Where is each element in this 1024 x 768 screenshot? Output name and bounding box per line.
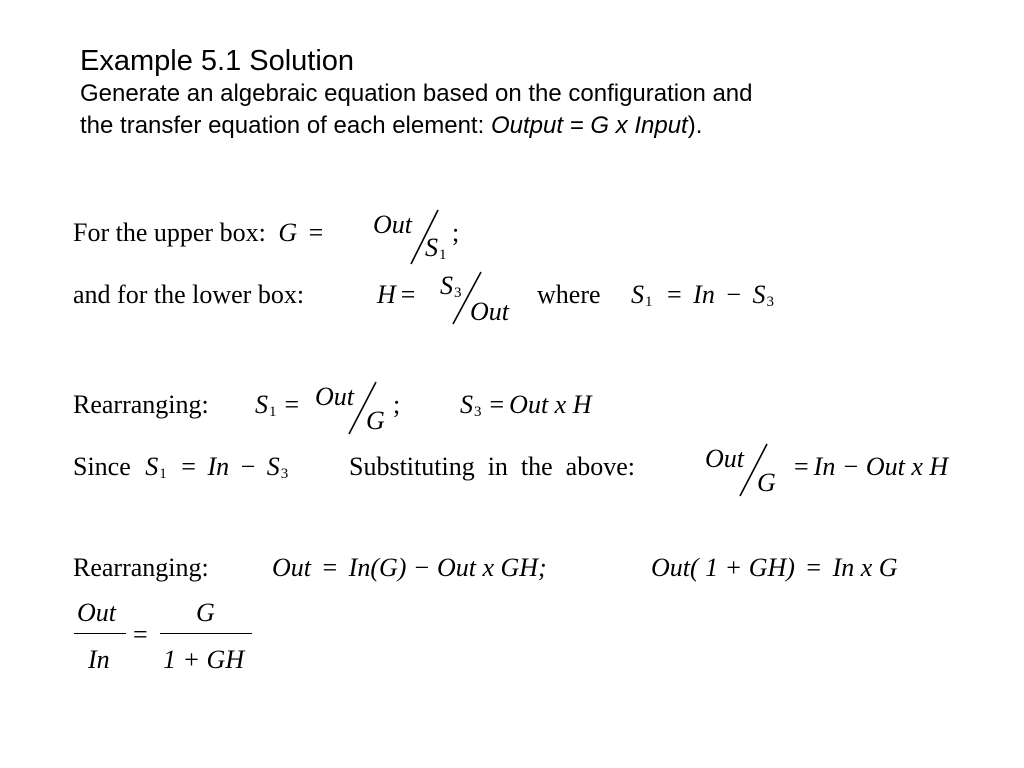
numerator-subscript: 3 [454, 285, 462, 301]
substituting-label: Substituting in the above: [349, 452, 635, 481]
final-numerator-left: Out [77, 598, 116, 627]
equals-sign: = [284, 390, 300, 419]
eq-upper-numerator: Out [373, 210, 412, 239]
eq-lower-where-expr: $S_1 = In - S_3$ [631, 280, 775, 310]
eq-subst-numerator: Out [705, 444, 744, 473]
final-equals: = [133, 620, 148, 649]
eq-s3-expression: $S_3$ = Out x H [460, 390, 592, 420]
s-symbol: S [752, 280, 766, 309]
eq-lower-label: and for the lower box: [73, 280, 305, 309]
expr2-rhs: In x G [832, 553, 898, 582]
minus-sign: − [240, 452, 256, 481]
expr1-rhs: In(G) − Out x GH; [348, 553, 547, 582]
eq-upper-box [73, 218, 328, 248]
s-symbol: S [631, 280, 644, 309]
s3-rhs: Out x H [509, 390, 592, 419]
fraction-bar-right [160, 633, 252, 634]
eq-lower-lhs: H [377, 280, 396, 309]
since-label: Since [73, 452, 131, 481]
eq-lower-denominator: Out [470, 297, 509, 326]
eq-subst-rhs: In − Out x H [813, 452, 949, 481]
description-line-2 [80, 110, 980, 142]
final-denominator-left: In [88, 645, 110, 674]
minus-sign: − [726, 280, 742, 309]
s-symbol: S [145, 452, 159, 481]
numerator-symbol: S [440, 271, 453, 300]
where-label: where [537, 280, 601, 309]
final-denominator-right: 1 + GH [163, 645, 245, 674]
eq-subst-denominator: G [757, 468, 776, 497]
s-subscript: 3 [474, 404, 482, 420]
equals-sign: = [308, 218, 324, 247]
description-tail: ). [687, 112, 703, 139]
description-text: the transfer equation of each element: [80, 112, 491, 139]
s-subscript: 1 [159, 466, 167, 482]
s-symbol: S [460, 390, 473, 419]
slide-title: Example 5.1 Solution [80, 45, 355, 77]
in-symbol: In [207, 452, 230, 481]
expr1-lhs: Out [272, 553, 311, 582]
eq-since: Since $S_1 = In - S_3$ [73, 452, 289, 482]
eq-rearranging-lhs [255, 390, 304, 427]
eq-subst-rhs-group: = In − Out x H [794, 452, 949, 481]
s-subscript: 3 [280, 466, 289, 482]
fraction-bar-left [74, 633, 126, 634]
eq-upper-semicolon: ; [452, 218, 460, 247]
description-line-1: Generate an algebraic equation based on the configuration and [80, 80, 753, 107]
s-symbol: S [266, 452, 280, 481]
eq-upper-denominator [425, 233, 447, 270]
eq-rearranging-label: Rearranging: [73, 390, 209, 419]
slide-header [80, 44, 980, 142]
final-numerator-right: G [196, 598, 215, 627]
s-subscript: 1 [269, 404, 277, 420]
eq-upper-label: For the upper box: [73, 218, 266, 247]
s-subscript: 1 [645, 294, 653, 310]
eq-upper-lhs: G [278, 218, 298, 247]
eq-rearranging2-label: Rearranging: [73, 553, 209, 582]
expr2-lhs: Out( 1 + GH) [651, 553, 795, 582]
eq-rearranging2-expr2: Out( 1 + GH) = In x G [651, 553, 898, 582]
eq-rearranging-numerator: Out [315, 382, 354, 411]
eq-rearranging-denominator: G [366, 406, 385, 435]
eq-rearranging2-expr1: Out = In(G) − Out x GH; [272, 553, 547, 582]
denominator-symbol: S [425, 233, 438, 262]
denominator-subscript: 1 [439, 247, 447, 263]
s-symbol: S [255, 390, 268, 419]
eq-rearranging-semicolon: ; [393, 390, 401, 419]
in-symbol: In [693, 280, 715, 309]
s-subscript: 3 [766, 294, 775, 310]
transfer-equation: Output = G x Input [490, 112, 688, 139]
equals-sign: = [400, 280, 416, 309]
eq-lower-lhs-group [377, 280, 420, 310]
